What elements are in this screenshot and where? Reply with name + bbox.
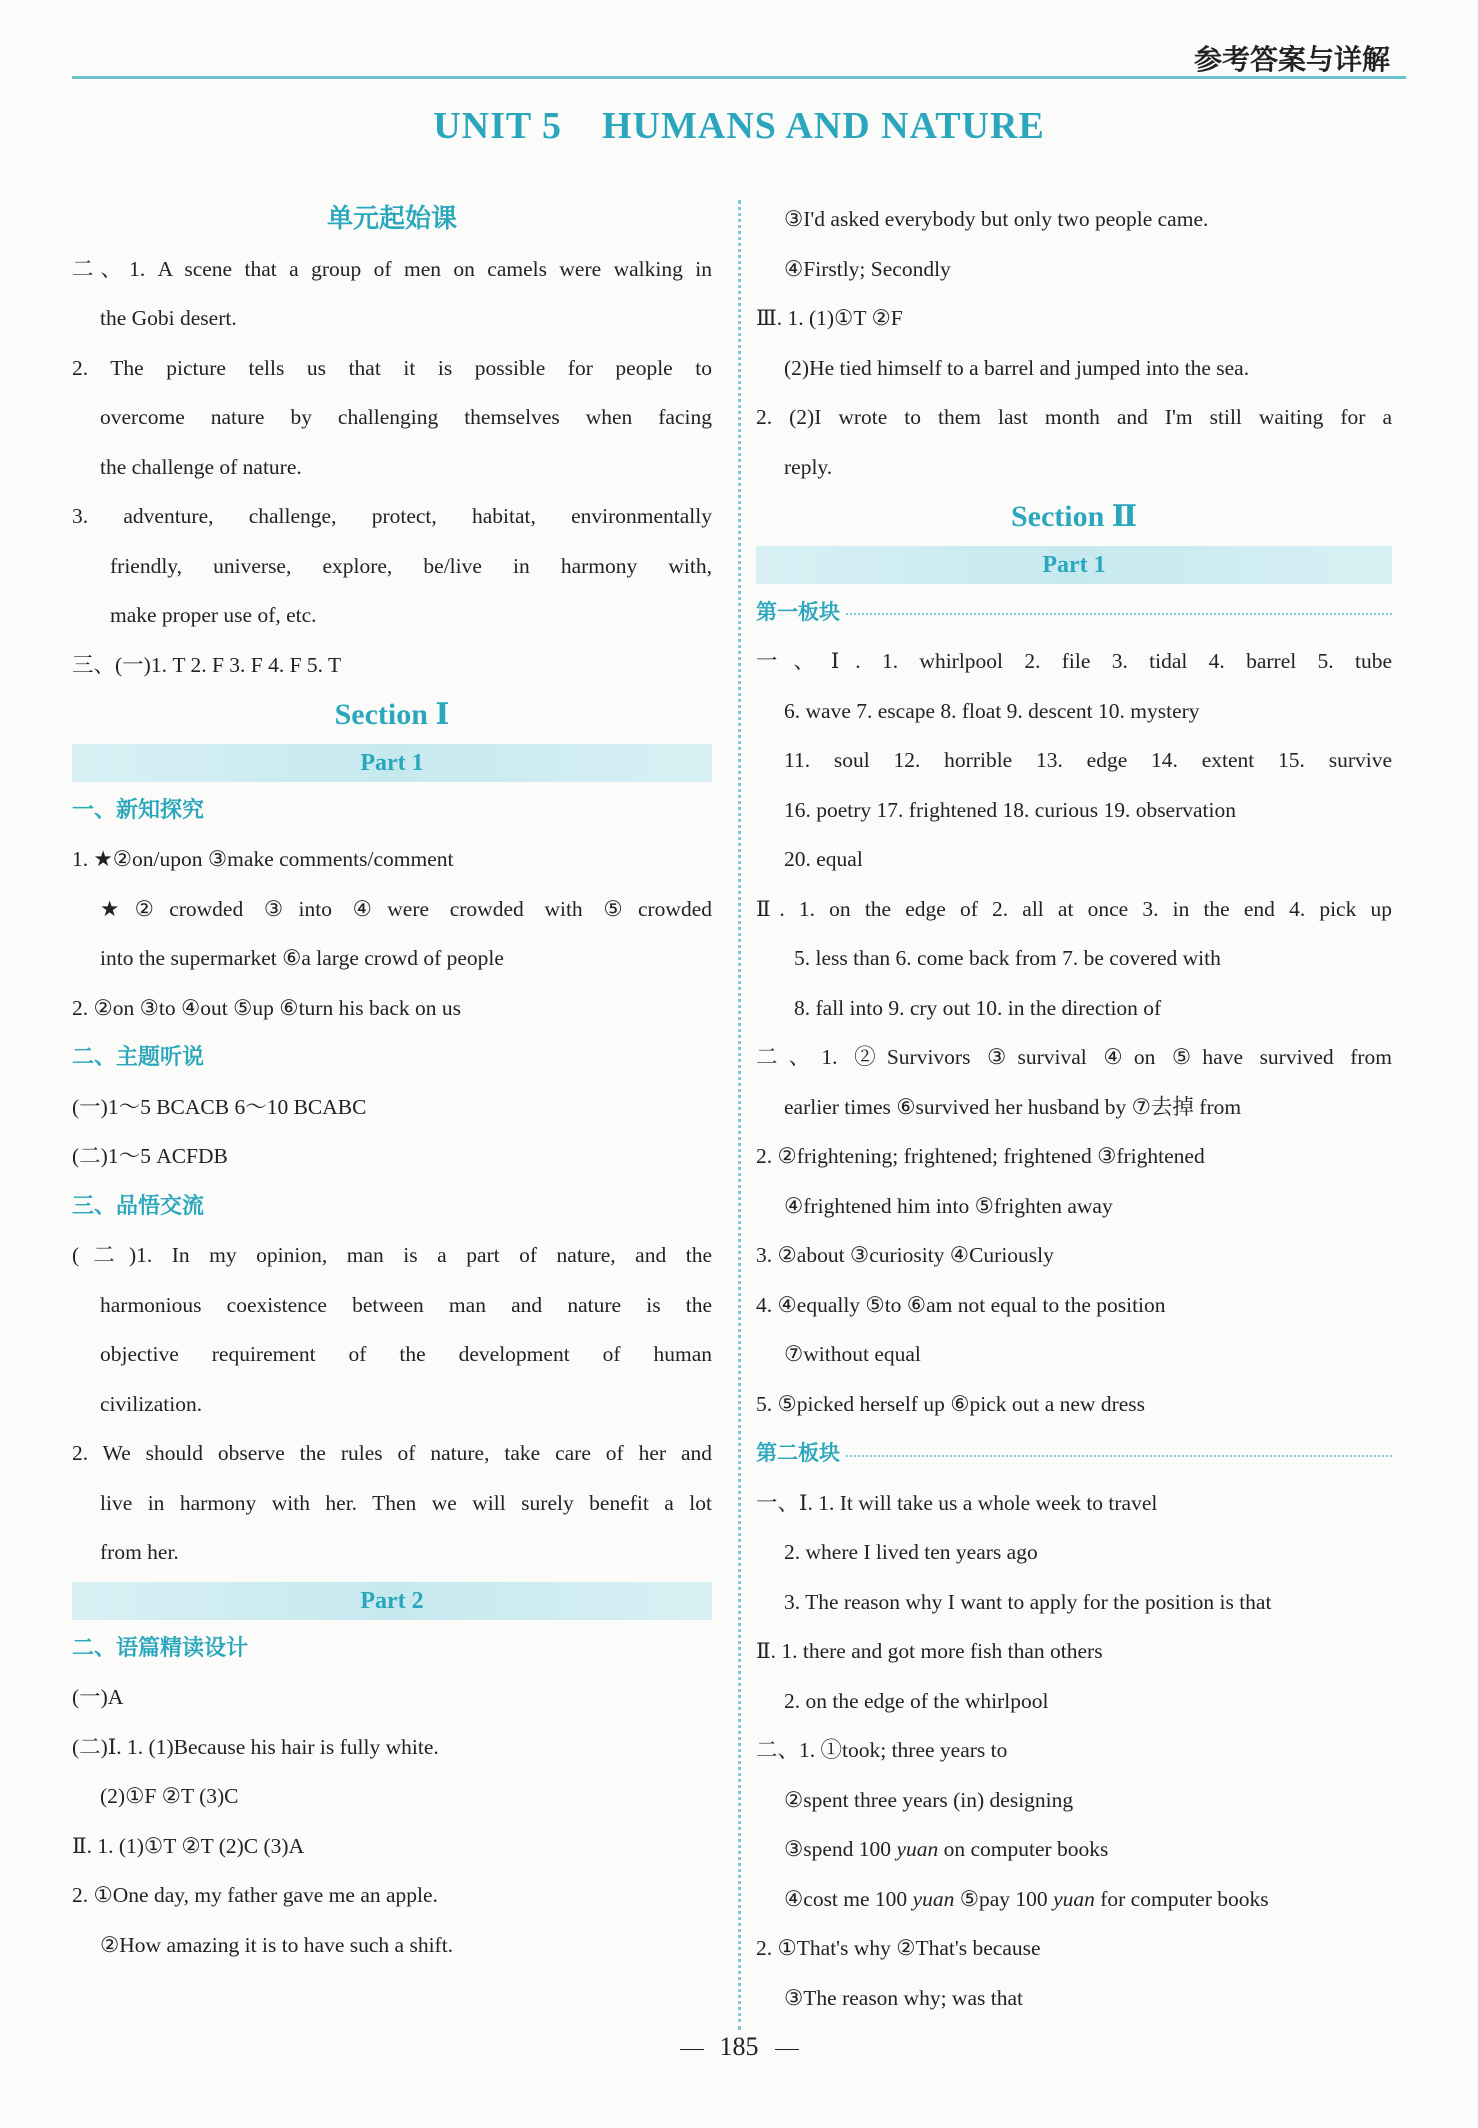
block-heading-label: 第一板块 [756,599,840,624]
page-footer [0,2032,1478,2062]
answer-line: overcome nature by challenging themselves when facing [100,405,712,429]
block-heading-label: 第二板块 [756,1441,840,1465]
answer-line: ④Firstly; Secondly [784,256,951,281]
section-title: Section Ⅱ [1010,500,1138,533]
right-column [756,195,1392,2023]
answer-line: 1. ★②on/upon ③make comments/comment [72,847,454,871]
answer-line: 16. poetry 17. frightened 18. curious 19. observation [784,797,1237,822]
answer-line: 6. wave 7. escape 8. float 9. descent 10. mystery [784,698,1200,723]
answer-line: from her. [100,1540,179,1564]
answer-line: 2. ①One day, my father gave me an apple. [72,1883,438,1907]
start-lesson-title: 单元起始课 [326,204,457,234]
section-title: Section Ⅰ [334,698,450,731]
part-bar: Part 1 [756,546,1392,584]
header-rule [72,76,1406,79]
answer-line: 二、1. A scene that a group of men on camels were walking in [72,256,712,281]
answer-line: ③I'd asked everybody but only two people came. [784,207,1209,231]
answer-line: the challenge of nature. [100,454,302,479]
answer-line: the Gobi desert. [100,306,237,330]
column-divider [738,200,741,2030]
dotted-rule [846,1455,1392,1457]
answer-line: 2. on the edge of the whirlpool [784,1688,1049,1713]
answer-line: ②How amazing it is to have such a shift. [100,1932,454,1957]
yuan-italic: yuan [896,1837,939,1861]
part-bar: Part 1 [72,744,712,782]
answer-line: 2. ②frightening; frightened; frightened ③frightened [756,1144,1205,1168]
answer-line: 3. adventure, challenge, protect, habitat, environmentally [72,504,712,528]
answer-line: 二、1. ②Survivors ③survival ④on ⑤have survived from [756,1045,1392,1069]
answer-line: 2. ②on ③to ④out ⑤up ⑥turn his back on us [72,995,461,1020]
yuan-italic: yuan [1053,1886,1095,1911]
answer-line: 11. soul 12. horrible 13. edge 14. extent 15. survive [784,748,1392,772]
answer-line: (二)Ⅰ. 1. (1)Because his hair is fully white. [72,1734,439,1759]
left-column [72,195,712,1970]
answer-line: 4. ④equally ⑤to ⑥am not equal to the position [756,1292,1166,1317]
answer-line: make proper use of, etc. [110,603,317,627]
answer-line: Ⅱ. 1. there and got more fish than others [756,1639,1103,1663]
answer-line: 一、Ⅰ. 1. It will take us a whole week to travel [756,1490,1158,1515]
answer-line: 20. equal [784,847,863,871]
answer-line: (一)A [72,1685,124,1709]
answer-line: 2. where I lived ten years ago [784,1540,1038,1564]
answer-line: civilization. [100,1391,203,1416]
answer-line: 5. ⑤picked herself up ⑥pick out a new dress [756,1391,1146,1416]
answer-line: into the supermarket ⑥a large crowd of people [100,946,504,970]
answer-line: 2. We should observe the rules of nature, take care of her and [72,1441,712,1465]
answer-line: (二)1～5 ACFDB [72,1144,228,1168]
dotted-rule [846,613,1392,615]
subsection-heading: 二、主题听说 [72,1045,205,1070]
answer-line: (二)1. In my opinion, man is a part of nature, and the [72,1243,712,1267]
block-heading [756,588,1392,638]
answer-line: 二、1. ①took; three years to [756,1738,1008,1762]
answer-line: 3. The reason why I want to apply for the position is that [784,1589,1272,1614]
block-heading [756,1429,1392,1479]
answer-line: 2. (2)I wrote to them last month and I'm still waiting for a [756,405,1392,429]
answer-line: harmonious coexistence between man and nature is the [100,1292,712,1317]
answer-text: on computer books [938,1837,1109,1861]
unit-title [0,104,1478,148]
answer-line: ②spent three years (in) designing [784,1787,1074,1812]
answer-line: friendly, universe, explore, be/live in harmony with, [110,553,712,578]
answer-line [756,1825,1392,1875]
answer-line: 5. less than 6. come back from 7. be covered with [794,946,1221,970]
answer-line: Ⅱ. 1. on the edge of 2. all at once 3. in the end 4. pick up [756,896,1392,921]
answer-line: live in harmony with her. Then we will surely benefit a lot [100,1490,712,1515]
answer-line: (2)①F ②T (3)C [100,1784,239,1808]
yuan-italic: yuan [912,1886,955,1911]
answer-line: 8. fall into 9. cry out 10. in the direction of [794,995,1162,1020]
answer-line [756,1875,1392,1925]
page-number: 185 [719,2032,759,2061]
unit-number: UNIT 5 [433,105,563,147]
subsection-heading: 二、语篇精读设计 [72,1635,249,1661]
answer-line: 一、Ⅰ. 1. whirlpool 2. file 3. tidal 4. barrel 5. tube [756,649,1392,673]
answer-line: ⑦without equal [784,1342,921,1366]
answer-line: (2)He tied himself to a barrel and jumped into the sea. [784,355,1250,380]
answer-text: for computer books [1094,1886,1269,1911]
part-bar: Part 2 [72,1582,712,1620]
answer-line: 2. The picture tells us that it is possible for people to [72,355,712,380]
footer-dash [775,2049,799,2050]
answer-line: ③The reason why; was that [784,1985,1023,2010]
header-title: 参考答案与详解 [1193,43,1390,76]
unit-name: HUMANS AND NATURE [602,105,1045,147]
answer-line: 三、(一)1. T 2. F 3. F 4. F 5. T [72,652,342,677]
answer-line: Ⅱ. 1. (1)①T ②T (2)C (3)A [72,1833,305,1858]
answer-line: 2. ①That's why ②That's because [756,1936,1041,1960]
answer-text: ③spend 100 [784,1837,897,1861]
answer-text: ④cost me 100 [784,1886,913,1911]
footer-dash [680,2049,704,2050]
answer-line: reply. [784,454,833,479]
answer-line: 3. ②about ③curiosity ④Curiously [756,1243,1054,1267]
answer-line: objective requirement of the development of human [100,1342,712,1366]
answer-line: (一)1～5 BCACB 6～10 BCABC [72,1094,367,1119]
subsection-heading: 一、新知探究 [72,797,205,823]
answer-line: ★②crowded ③into ④were crowded with ⑤crowded [100,896,712,921]
answer-line: Ⅲ. 1. (1)①T ②F [756,306,903,330]
answer-line: earlier times ⑥survived her husband by ⑦去掉 from [784,1094,1242,1119]
answer-line: ④frightened him into ⑤frighten away [784,1193,1113,1218]
answer-text: ⑤pay 100 [954,1886,1054,1911]
subsection-heading: 三、品悟交流 [72,1193,205,1219]
